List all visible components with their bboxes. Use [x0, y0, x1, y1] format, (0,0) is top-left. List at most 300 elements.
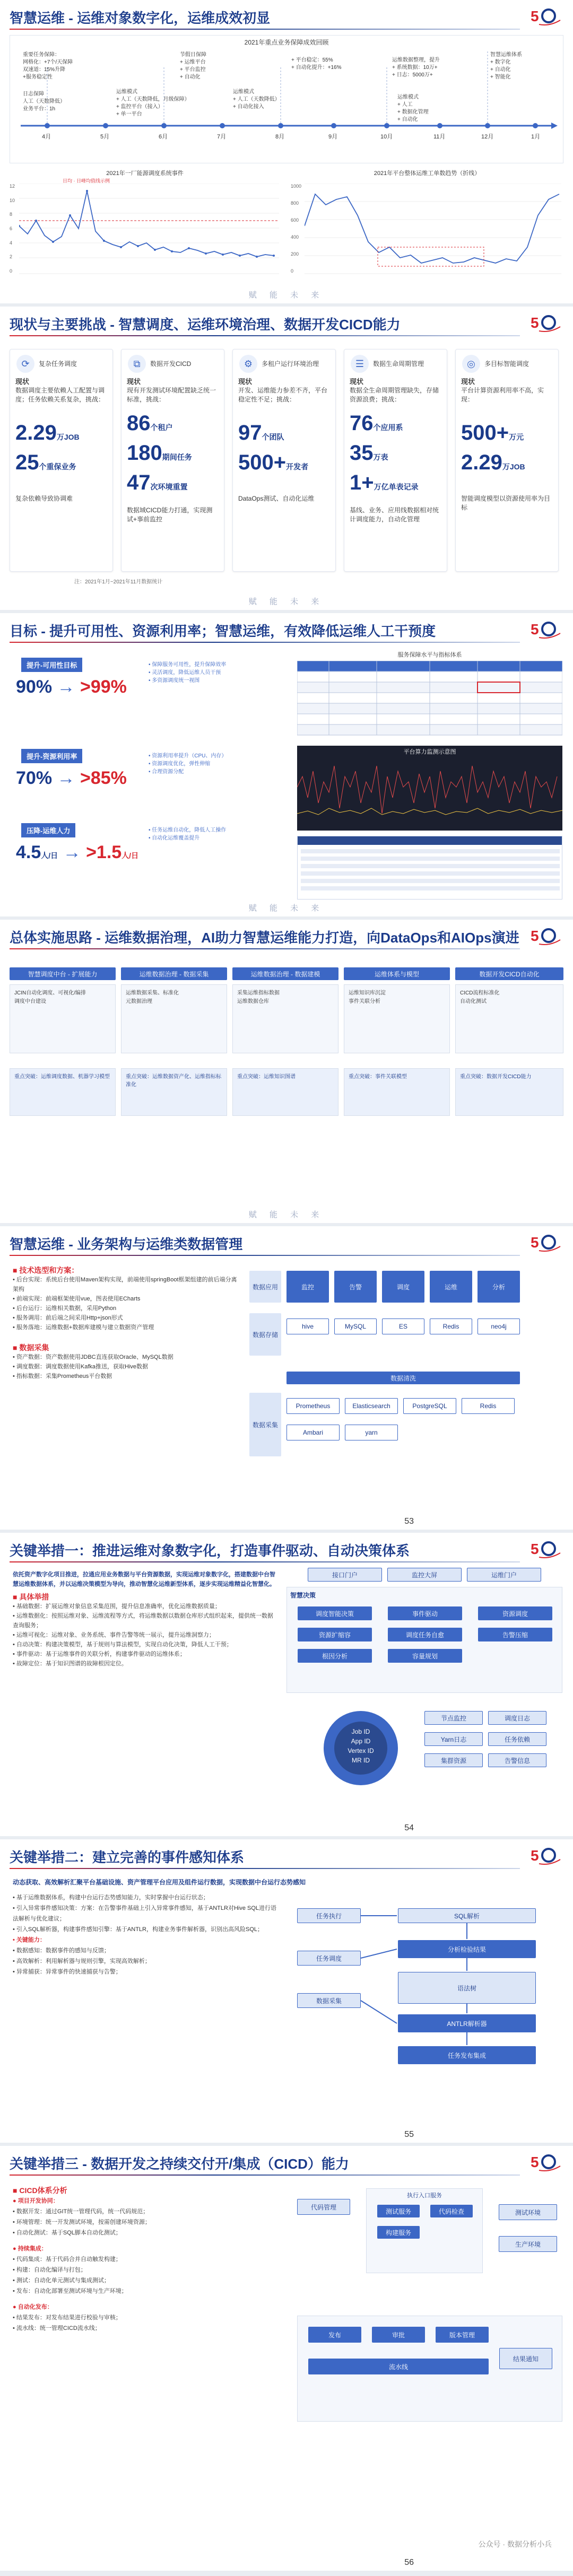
strategy-bottom: 重点突破：运维数据资产化、运维指标标准化	[121, 1068, 227, 1116]
event-item: • 高效解析：利用解析器与规则引擎，实现高效解析；	[13, 1958, 151, 1964]
strategy-col-body	[344, 984, 450, 1053]
app-box: 监控	[286, 1271, 329, 1303]
legend-item: 日峰均值线示例	[76, 178, 110, 184]
challenge-card-multi-target	[455, 349, 559, 572]
measure-item: • 基础数据：扩展运维对象信息采集范围，提升信息准确率，优化运维数据质量；	[13, 1603, 221, 1610]
source-box: Ambari	[286, 1425, 340, 1440]
cicd-item: • 数据开发：通过GIT统一管理代码，统一代码规范；	[13, 2208, 149, 2215]
source-box: 调度日志	[488, 1711, 546, 1725]
strategy-col-header: 运维体系与模型	[344, 967, 450, 980]
goal-manpower-tag: 压降-运维人力	[21, 823, 75, 837]
sla-table-title: 服务保障水平与指标体系	[397, 652, 462, 658]
intro: 依托资产数字化项目推进，拉通应用业务数据与平台资源数据，实现运维对象数字化，搭建数据中台智慧运维数据体系，并以运维决策模型为导向，推动智慧化运维新型体系，逐步实现运维精益化智慧化。	[13, 1571, 275, 1587]
card-name: 数据生命周期管理	[373, 360, 424, 368]
svg-text:5: 5	[531, 2154, 539, 2170]
event-text	[13, 1892, 278, 1977]
slide-2-note: 注：2021年1月~2021年11月数据统计	[74, 579, 163, 585]
card-number: 1+万亿单表记录	[350, 471, 419, 494]
strategy-col-body	[455, 984, 563, 1053]
cicd-box: 测试环境	[499, 2204, 557, 2220]
card-desc: 数据全生命周期管理缺失，存储资源浪费；挑战：	[350, 387, 439, 403]
tech-item: • 前端实现：前端框架使用vue，图表使用ECharts	[13, 1296, 141, 1302]
ytick: 0	[10, 268, 13, 274]
strategy-bottom: 重点突破：运维调度数据、机器学习模型	[10, 1068, 116, 1116]
sla-table-grid	[297, 661, 562, 740]
source-box: Yarn日志	[424, 1732, 483, 1746]
measure-item: • 自动决策：构建决策模型，基于规则与算法模型，实现自动化决策，降低人工干预；	[13, 1641, 232, 1648]
bullet: • 资源利用率提升（CPU、内存）	[149, 753, 227, 759]
strategy-item: 运维知识库沉淀	[349, 990, 386, 996]
compute-chart-title: 平台算力监测示意图	[403, 749, 456, 755]
goal-resource-tag: 提升-资源利用率	[21, 749, 82, 763]
chart2-panel	[291, 169, 563, 291]
svg-text:5: 5	[531, 1847, 539, 1864]
ytick: 800	[291, 200, 299, 206]
slide-5	[0, 1226, 573, 1533]
measure-text	[13, 1570, 278, 1669]
source-box: yarn	[345, 1425, 398, 1440]
card-number: 97个团队	[238, 421, 284, 444]
store-box: neo4j	[478, 1318, 520, 1334]
strategy-col-header: 运维数据治理 - 数据建模	[232, 967, 338, 980]
source-box: Prometheus	[286, 1398, 340, 1414]
slide-3	[0, 613, 573, 920]
slide-8	[0, 2146, 573, 2574]
month-label: 12月	[481, 134, 494, 140]
card-number: 86个租户	[127, 412, 173, 435]
strategy-bottom: 重点突破：事件关联模型	[344, 1068, 450, 1116]
strategy-bottom: 重点突破：数据开发CICD能力	[455, 1068, 563, 1116]
app-box: 分析	[478, 1271, 520, 1303]
title-divider	[10, 1255, 520, 1256]
goal-manpower-value: 4.5人/日 → >1.5人/日	[16, 842, 139, 862]
tech-item: • 服务调用：前后端之间采用Http+json形式	[13, 1315, 123, 1321]
chart1-svg	[19, 184, 279, 290]
goal-manpower-bullets	[149, 826, 255, 842]
ytick: 10	[10, 197, 15, 203]
slide-2	[0, 307, 573, 613]
ytick: 2	[10, 254, 13, 260]
cicd-item: • 发布：自动化部署至测试环境与生产环境；	[13, 2288, 127, 2294]
svg-text:5: 5	[531, 1541, 539, 1557]
chart1-title: 2021年一厂能源调度系统事件	[106, 170, 184, 177]
slide-2-title: 现状与主要挑战 - 智慧调度、运维环境治理、数据开发CICD能力	[10, 317, 401, 333]
id-labels	[340, 1727, 382, 1765]
cicd-box: 发布	[308, 2327, 361, 2343]
tech-item: • 服务落地：运维数据+数据库建模与建立数据资产管理	[13, 1324, 154, 1331]
cicd-box: 结果通知	[499, 2348, 552, 2369]
strategy-item: JCIN自动化调度、可视化/编排	[14, 990, 86, 996]
cicd-box: 测试服务	[377, 2205, 420, 2217]
compute-chart-svg	[297, 755, 562, 829]
page-number: 55	[404, 2130, 414, 2139]
strategy-col-header: 数据开发CICD自动化	[455, 967, 563, 980]
id-label: App ID	[351, 1737, 371, 1745]
app-box: 告警	[334, 1271, 377, 1303]
measure-item: • 事件驱动：基于运维事件的关联分析，构建事件驱动的运维体系；	[13, 1651, 186, 1657]
challenge-card-scheduling	[10, 349, 113, 572]
section-header: ■ CICD体系分析	[13, 2186, 67, 2195]
card-number: 500+开发者	[238, 451, 309, 474]
panel-title: 执行入口服务	[407, 2193, 442, 2199]
source-box: Elasticsearch	[345, 1398, 398, 1414]
slide-footer: 赋 能 未 来	[248, 1210, 325, 1219]
month-label: 11月	[433, 134, 446, 140]
strategy-item: 自动化测试	[460, 999, 487, 1005]
strategy-item: 运维数据采集、标准化	[126, 990, 179, 996]
strategy-item: 采集运维指标数据	[237, 990, 280, 996]
cicd-item: • 自动化测试：基于SQL脚本自动化测试；	[13, 2230, 121, 2236]
section-header: ■ 技术选型和方案：	[13, 1266, 79, 1274]
card-number: 47次环境重置	[127, 471, 188, 494]
page-number: 53	[404, 1517, 414, 1526]
sub-header: ● 自动化发布：	[13, 2304, 53, 2310]
tech-item: • 调度数据：调度数据使用Kafka推送，获取Hive数据	[13, 1364, 149, 1370]
svg-text:5: 5	[531, 1234, 539, 1251]
measure-item: • 运维可视化：运维对象、业务系统、事件告警等统一展示，提升运维洞察力；	[13, 1632, 215, 1638]
decision-box: 调度任务自愈	[388, 1628, 462, 1641]
cicd-text	[13, 2185, 278, 2334]
cicd-box: 审批	[372, 2327, 425, 2343]
slide-7	[0, 1839, 573, 2146]
svg-text:5: 5	[531, 8, 539, 24]
card-foot: 数据域CICD能力打通，实现测试+事前监控	[127, 507, 213, 523]
event-diagram	[297, 1898, 562, 2120]
tech-item: • 后台运行：运维相关数据，采用Python	[13, 1305, 117, 1312]
card-label: 现状	[127, 378, 141, 386]
card-foot: 智能调度模型以资源使用率为目标	[461, 495, 551, 511]
card-label: 现状	[350, 378, 364, 386]
slide-8-title: 关键举措三 - 数据开发之持续交付开/集成（CICD）能力	[10, 2156, 349, 2172]
bullet: • 合理资源分配	[149, 769, 184, 775]
chart1-yaxis	[10, 184, 15, 274]
page-number: 54	[404, 1823, 414, 1832]
timeline-panel	[10, 35, 563, 163]
slide-1	[0, 0, 573, 307]
card-number: 25个重保业务	[15, 451, 76, 474]
sla-table-panel	[297, 650, 562, 740]
card-foot: 复杂依赖导致协调难	[15, 495, 73, 502]
tech-text	[13, 1265, 241, 1381]
month-label: 10月	[380, 134, 393, 140]
cicd-box: 生产环境	[499, 2236, 557, 2252]
event-item: • 数据感知：数据事件的感知与反馈；	[13, 1948, 110, 1954]
tech-item: • 资产数据：资产数据使用JDBC直连获取Oracle、MySQL数据	[13, 1354, 173, 1360]
decision-box: 资源扩缩容	[298, 1628, 372, 1641]
card-number: 76个应用系	[350, 412, 403, 435]
tech-item: • 指标数据：采集Prometheus平台数据	[13, 1373, 112, 1379]
timeline-note: 运维模式 + 人工 + 数据化管理 + 自动化	[397, 94, 429, 123]
card-desc: 平台计算资源利用率不高，实现：	[461, 387, 544, 403]
logo-50-icon	[528, 312, 562, 333]
timeline-note: 重要任务保障： 网格化：+7个/天保障 双速道：15%升降 +服务稳定性	[23, 52, 73, 80]
watermark: 公众号 · 数据分析小兵	[478, 2540, 552, 2548]
exec-service-panel	[366, 2188, 483, 2273]
strategy-item: 运维数据仓库	[237, 999, 269, 1005]
source-box: 告警信息	[488, 1753, 546, 1767]
section-header: ■ 具体举措	[13, 1593, 49, 1601]
ytick: 400	[291, 234, 299, 240]
logo-50-icon	[528, 1845, 562, 1866]
slide-6-title: 关键举措一：推进运维对象数字化，打造事件驱动、自动决策体系	[10, 1543, 410, 1559]
slide-footer: 赋 能 未 来	[248, 291, 325, 300]
cicd-item: • 代码集成：基于代码合并自动触发构建；	[13, 2256, 121, 2263]
logo-50-icon	[528, 1538, 562, 1559]
flow-box: 分析检验结果	[398, 1940, 536, 1958]
logo-50-icon	[528, 618, 562, 640]
svg-text:5: 5	[531, 315, 539, 331]
bullet: • 自动化运维覆盖提升	[149, 835, 200, 841]
cicd-box: 代码检查	[430, 2205, 473, 2217]
logo-50-icon	[528, 925, 562, 946]
decision-box: 根因分析	[298, 1649, 372, 1663]
title-divider	[10, 642, 520, 643]
card-name: 复杂任务调度	[39, 360, 77, 368]
sub-header: ● 持续集成：	[13, 2246, 47, 2252]
code-icon: ⧉	[128, 355, 146, 373]
chart2-yaxis	[291, 184, 301, 274]
chart2-svg	[305, 184, 561, 290]
timeline-note: 运维模式 + 人工（天数降低，月级保障） + 监控平台（接入） + 单一平台	[116, 89, 190, 117]
card-desc: 现有开发测试环境配置缺乏统一标准，挑战：	[127, 387, 216, 403]
timeline-note: + 平台稳定：55% + 自动化提升：+16%	[291, 57, 342, 71]
ytick: 6	[10, 225, 13, 231]
decision-box: 告警压缩	[478, 1628, 552, 1641]
layer-label: 数据存储	[249, 1313, 281, 1356]
flow-box: SQL解析	[398, 1908, 536, 1923]
slide-3-title: 目标 - 提升可用性、资源利用率；智慧运维，有效降低运维人工干预度	[10, 623, 436, 639]
card-name: 多租户运行环境治理	[262, 360, 319, 368]
month-label: 4月	[42, 134, 51, 140]
panel-title: 智慧决策	[290, 1592, 316, 1599]
cicd-item: • 构建：自动化编译与打包；	[13, 2267, 86, 2273]
strategy-col-header: 运维数据治理 - 数据采集	[121, 967, 227, 980]
arch-diagram	[249, 1265, 562, 1499]
id-label: MR ID	[352, 1757, 370, 1764]
section-header: ■ 数据采集	[13, 1343, 49, 1352]
slide-6	[0, 1533, 573, 1839]
tech-item: • 后台实现：系统后台使用Maven架构实现，前端使用springBoot框架组建的前后端分离架构	[13, 1277, 237, 1293]
source-box: 节点监控	[424, 1711, 483, 1725]
flow-box: 任务调度	[297, 1951, 361, 1966]
card-number: 35万表	[350, 441, 388, 465]
event-item: • 基于运维数据体系，构建中台运行态势感知能力，实时掌握中台运行状态；	[13, 1894, 209, 1901]
source-box: 任务依赖	[488, 1732, 546, 1746]
portal-box: 接口门户	[308, 1568, 382, 1582]
event-item: • 关键能力：	[13, 1937, 46, 1943]
card-desc: 开发、运维能力参差不齐，平台稳定性不足；挑战：	[238, 387, 328, 403]
ytick: 8	[10, 212, 13, 217]
layer-label: 数据采集	[249, 1393, 281, 1456]
strategy-col-body	[121, 984, 227, 1053]
timeline-note: 日志保障 人工（天数降低） 业务平台：1h	[23, 91, 65, 112]
strategy-bottom: 重点突破：运维知识图谱	[232, 1068, 338, 1116]
slide-5-title: 智慧运维 - 业务架构与运维类数据管理	[10, 1236, 243, 1252]
cicd-diagram	[297, 2188, 562, 2528]
bullet: • 保障服务可用性，提升保障效率	[149, 662, 227, 668]
goal-availability-value: 90% → >99%	[16, 677, 127, 697]
timeline-note: 运维数据整理，提升 + 系统数据：10万+ + 日志：5000万+	[392, 57, 440, 78]
clean-layer: 数据清洗	[286, 1372, 520, 1384]
svg-text:5: 5	[531, 621, 539, 638]
event-item: • 引入异常事件感知决策：方案：在告警事件基础上引入异常事件感知，基于ANTLR对Hive SQL进行语法解析与优化建议；	[13, 1905, 277, 1922]
dashboard-rows	[298, 845, 563, 898]
bullet: • 资源调度优化，弹性伸缩	[149, 761, 211, 767]
card-foot: 基线、业务、应用线数据相对统计调度能力，自动化管理	[350, 507, 439, 523]
page-number: 56	[404, 2558, 414, 2567]
slide-footer: 赋 能 未 来	[248, 597, 325, 606]
challenge-card-lifecycle	[344, 349, 447, 572]
card-desc: 数据调度主要依赖人工配置与调度；任务依赖关系复杂，挑战：	[15, 387, 105, 403]
cicd-box: 流水线	[308, 2359, 489, 2374]
decision-box: 资源调度	[478, 1606, 552, 1620]
slide-7-title: 关键举措二：建立完善的事件感知体系	[10, 1849, 245, 1865]
decision-diagram	[286, 1568, 562, 1812]
legend-item: 日均	[63, 178, 73, 184]
layer-label: 数据应用	[249, 1271, 281, 1303]
portal-box: 运维门户	[467, 1568, 541, 1582]
strategy-columns	[10, 967, 563, 1180]
store-box: hive	[286, 1318, 329, 1334]
flow-box: 任务执行	[297, 1908, 361, 1923]
event-item: • 引入SQL解析器，构建事件感知引擎：基于ANTLR，构建业务事件解析器，识别出高风险SQL；	[13, 1926, 263, 1933]
ytick: 600	[291, 217, 299, 223]
ytick: 1000	[291, 184, 302, 189]
svg-text:5: 5	[531, 928, 539, 944]
intro: 动态获取、高效解析汇聚平台基础设施、资产管理平台应用及组件运行数据，实现数据中台运行态势感知	[13, 1879, 306, 1886]
bullet: • 灵活调度，降低运维人员干预	[149, 670, 221, 676]
goal-resource-value: 70% → >85%	[16, 768, 127, 788]
source-box: 集群资源	[424, 1753, 483, 1767]
dashboard-header-bar	[298, 836, 562, 845]
flow-box: 任务发布集成	[398, 2046, 536, 2064]
timeline-note: 智慧运维体系 + 数字化 + 自动化 + 智能化	[490, 52, 522, 80]
store-box: Redis	[430, 1318, 472, 1334]
card-number: 180期间任务	[127, 441, 192, 465]
timeline-note: 运维模式 + 人工（天数降低） + 自动化接入	[233, 89, 280, 110]
decision-box: 调度智能决策	[298, 1606, 372, 1620]
chart2-title: 2021年平台整体运维工单数趋势（折线）	[374, 170, 481, 177]
timeline-note: 节假日保障 + 运维平台 + 平台监控 + 自动化	[180, 52, 206, 80]
flow-arrows	[297, 1898, 562, 2120]
cicd-item: • 测试：自动化单元测试与集成测试；	[13, 2277, 110, 2284]
decision-box: 容量规划	[388, 1649, 462, 1663]
challenge-card-tenant	[232, 349, 336, 572]
id-label: Vertex ID	[348, 1747, 374, 1754]
card-foot: DataOps测试、自动化运维	[238, 495, 315, 502]
database-icon: ☰	[351, 355, 369, 373]
app-box: 调度	[382, 1271, 424, 1303]
compute-chart-panel	[297, 746, 562, 831]
card-number: 500+万元	[461, 421, 524, 444]
card-label: 现状	[461, 378, 475, 386]
strategy-col-body	[10, 984, 116, 1053]
portal-box: 监控大屏	[387, 1568, 462, 1582]
title-divider	[10, 948, 520, 949]
sub-header: ● 项目开发协同：	[13, 2198, 59, 2204]
title-divider	[10, 29, 520, 30]
bullet: • 多资源调度统一视图	[149, 678, 200, 684]
month-label: 7月	[217, 134, 227, 140]
strategy-item: CICD流程标准化	[460, 990, 500, 996]
scheduling-icon: ⟳	[16, 355, 34, 373]
challenge-card-cicd	[121, 349, 224, 572]
target-icon: ◎	[462, 355, 480, 373]
ytick: 4	[10, 240, 13, 246]
tenant-icon: ⚙	[239, 355, 257, 373]
card-label: 现状	[238, 378, 253, 386]
month-label: 5月	[100, 134, 110, 140]
flow-box: 数据采集	[297, 1993, 361, 2008]
ytick: 0	[291, 268, 294, 274]
ytick: 200	[291, 251, 299, 257]
strategy-col-body	[232, 984, 338, 1053]
title-divider	[10, 1868, 520, 1869]
measure-item: • 运维数据化：按照运维对象、运维流程等方式，将运维数据以数据仓库形式组织起来，提供统一数据查询服务；	[13, 1613, 273, 1629]
cicd-box: 构建服务	[377, 2226, 420, 2239]
goal-availability-tag: 提升-可用性目标	[21, 658, 82, 672]
strategy-item: 事件关联分析	[349, 999, 380, 1005]
cicd-item: • 结果发布：对发布结果进行校验与审核；	[13, 2315, 121, 2321]
id-label: Job ID	[351, 1728, 370, 1735]
card-name: 多目标智能调度	[484, 360, 529, 368]
strategy-item: 元数据治理	[126, 999, 152, 1005]
month-label: 8月	[275, 134, 285, 140]
title-divider	[10, 2175, 520, 2176]
card-number: 2.29万JOB	[15, 421, 80, 444]
dashboard-screenshot	[297, 836, 562, 900]
logo-50-icon	[528, 5, 562, 27]
logo-50-icon	[528, 1232, 562, 1253]
store-box: MySQL	[334, 1318, 377, 1334]
cicd-item: • 环境管理：统一开发测试环境，按需创建环境资源；	[13, 2219, 151, 2225]
flow-box: ANTLR解析器	[398, 2014, 536, 2032]
slide-4-title: 总体实施思路 - 运维数据治理，AI助力智慧运维能力打造，向DataOps和AIOps演进	[10, 930, 519, 946]
chart1-legend: 日均 · 日峰均值线示例	[63, 178, 110, 184]
card-number: 2.29万JOB	[461, 451, 525, 474]
pipeline-panel	[297, 2316, 562, 2422]
month-label: 6月	[159, 134, 168, 140]
store-box: ES	[382, 1318, 424, 1334]
smart-decision-panel	[286, 1587, 562, 1693]
month-label: 9月	[328, 134, 338, 140]
slide-4	[0, 920, 573, 1226]
slide-footer: 赋 能 未 来	[248, 904, 325, 913]
cicd-box: 版本管理	[436, 2327, 489, 2343]
ytick: 12	[10, 184, 15, 189]
decision-box: 事件驱动	[388, 1606, 462, 1620]
chart1-panel	[10, 169, 280, 291]
goal-resource-bullets	[149, 752, 255, 776]
strategy-item: 调度中台建设	[14, 999, 46, 1005]
source-box: PostgreSQL	[403, 1398, 456, 1414]
source-box: Redis	[462, 1398, 515, 1414]
measure-item: • 故障定位：基于知识图谱的故障根因定位。	[13, 1661, 127, 1667]
logo-50-icon	[528, 2151, 562, 2172]
title-divider	[10, 335, 520, 336]
bullet: • 任务运维自动化，降低人工操作	[149, 827, 227, 833]
goal-availability-bullets	[149, 661, 255, 685]
card-label: 现状	[15, 378, 30, 386]
app-box: 运维	[430, 1271, 472, 1303]
timeline-title: 2021年重点业务保障成效回顾	[244, 39, 329, 46]
cicd-box: 代码管理	[297, 2199, 350, 2215]
cicd-item: • 流水线：统一管理CICD流水线；	[13, 2325, 101, 2332]
card-name: 数据开发CICD	[150, 360, 192, 368]
title-divider	[10, 1561, 520, 1562]
event-item: • 异常捕获：异常事件的快速捕获与告警；	[13, 1969, 121, 1975]
flow-box: 语法树	[398, 1972, 536, 2004]
